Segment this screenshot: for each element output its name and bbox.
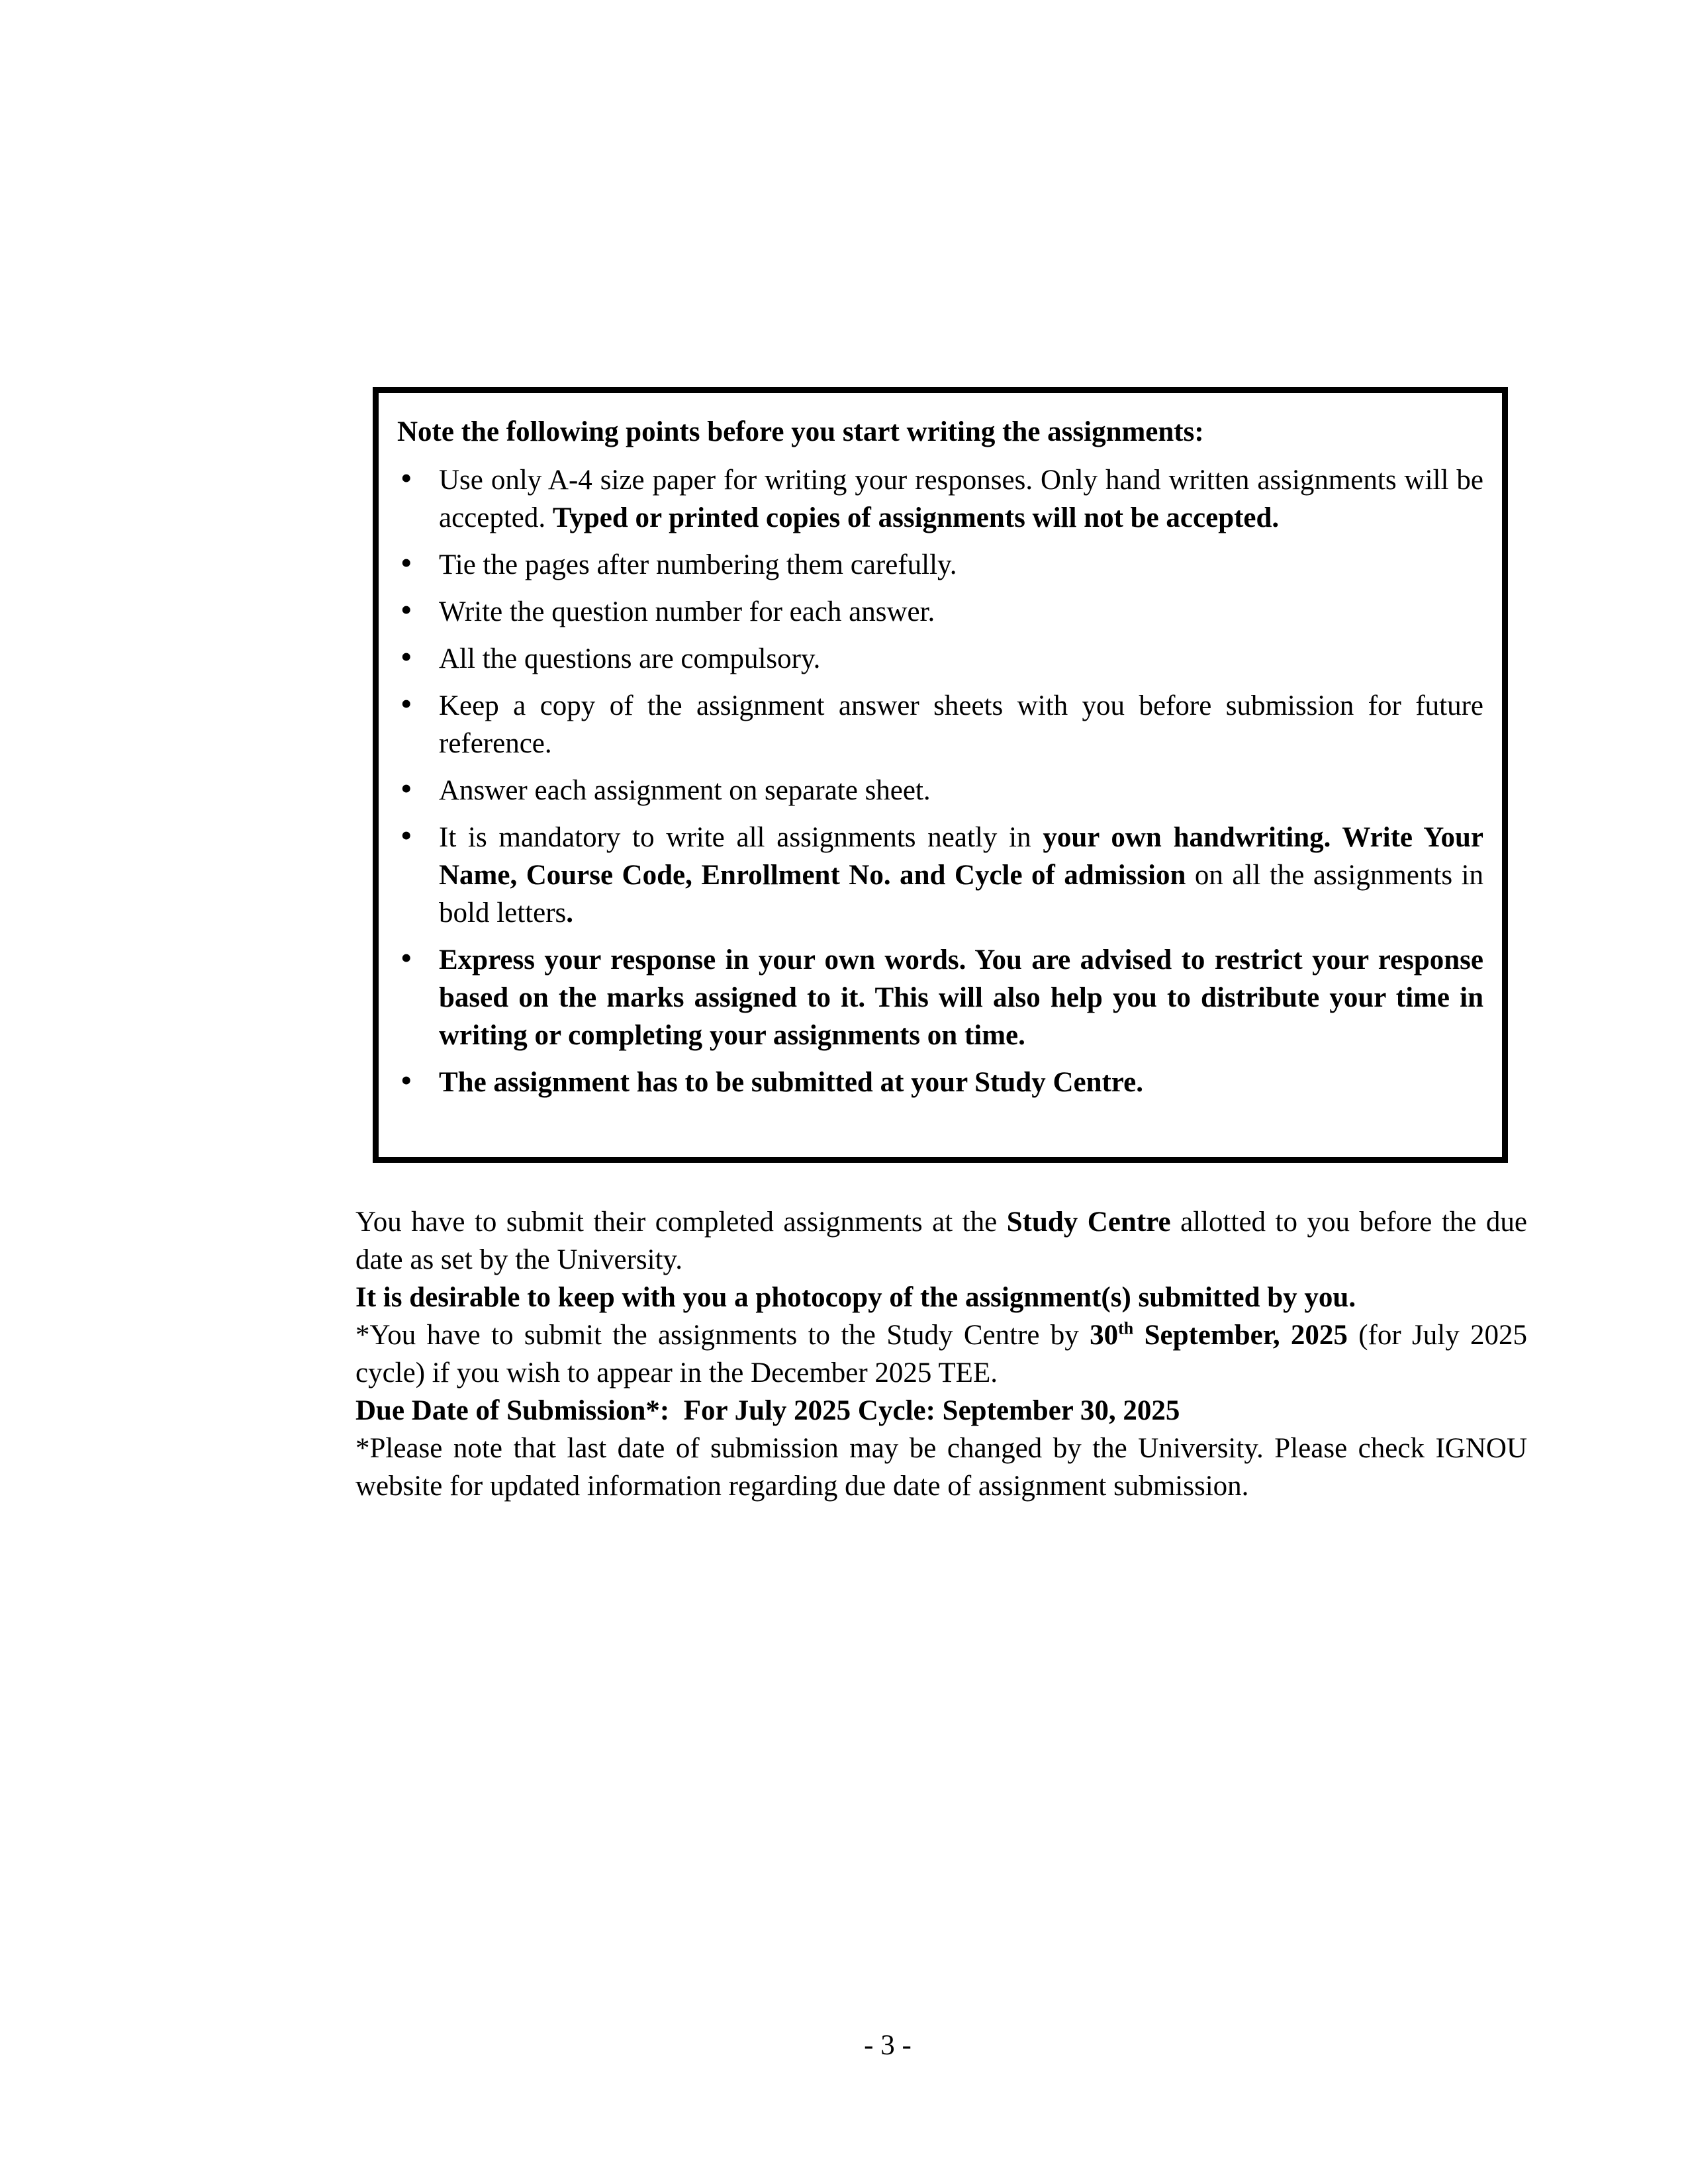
- paragraph-text: allotted to you before the due date as set by the University.: [355, 1206, 1527, 1275]
- bullet-item-own-words: [397, 941, 1483, 1054]
- paragraph-due-date: [355, 1392, 1527, 1430]
- bullet-text: Use only A-4 size paper for writing your responses. Only hand written assignments will be accepted.: [439, 465, 1483, 533]
- paragraph-text-bold: September, 2025: [1133, 1320, 1348, 1351]
- bullet-item-keep-copy: [397, 687, 1483, 762]
- bullet-item-question-number: [397, 593, 1483, 631]
- bullet-item-tie-pages: [397, 546, 1483, 584]
- bullet-text: Write the question number for each answer.: [439, 596, 935, 627]
- paragraph-text: *You have to submit the assignments to the Study Centre by: [355, 1320, 1090, 1351]
- bullet-text: Answer each assignment on separate sheet.: [439, 775, 931, 806]
- paragraph-text-bold: Study Centre: [1006, 1206, 1171, 1238]
- paragraph-text-bold: 30: [1090, 1320, 1119, 1351]
- bullet-item-handwriting: [397, 819, 1483, 932]
- bullet-text-bold: Typed or printed copies of assignments will not be accepted.: [552, 502, 1280, 533]
- bullet-text: Tie the pages after numbering them carefully.: [439, 549, 957, 580]
- bullet-text-bold: your own handwriting. Write Your Name, Course Code, Enrollment No. and Cycle of admission: [439, 822, 1483, 891]
- bullet-item-paper-size: [397, 461, 1483, 537]
- bullet-item-compulsory: [397, 640, 1483, 678]
- page-number: - 3 -: [864, 2030, 912, 2061]
- paragraph-photocopy: [355, 1279, 1527, 1316]
- bullet-text: All the questions are compulsory.: [439, 643, 821, 674]
- bullet-text: on all the assignments in bold letters: [439, 860, 1484, 929]
- superscript-th: th: [1118, 1318, 1134, 1338]
- paragraph-submit-study-centre: [355, 1203, 1527, 1279]
- bullet-text-bold: The assignment has to be submitted at your Study Centre.: [439, 1067, 1143, 1098]
- bullet-item-study-centre: [397, 1064, 1483, 1101]
- bullet-text-bold: .: [566, 897, 574, 929]
- instructions-bullet-list: [397, 461, 1483, 1101]
- note-box-title: Note the following points before you start writing the assignments:: [397, 416, 1204, 447]
- instructions-note-box: [373, 387, 1508, 1163]
- bullet-text: Keep a copy of the assignment answer sheets with you before submission for future reference.: [439, 690, 1483, 759]
- bullet-text: It is mandatory to write all assignments neatly in: [439, 822, 1043, 853]
- paragraph-text: (for July 2025 cycle) if you wish to appear in the December 2025 TEE.: [355, 1320, 1528, 1388]
- bullet-item-separate-sheet: [397, 772, 1483, 809]
- paragraph-date-change-note: [355, 1430, 1527, 1505]
- paragraph-submission-deadline: [355, 1316, 1527, 1392]
- paragraph-text-bold: It is desirable to keep with you a photocopy of the assignment(s) submitted by you.: [355, 1282, 1356, 1313]
- paragraph-text: You have to submit their completed assignments at the: [355, 1206, 1007, 1238]
- due-date-text: Due Date of Submission*: For July 2025 Cycle: September 30, 2025: [355, 1395, 1180, 1426]
- body-text-block: [355, 1203, 1527, 1505]
- bullet-text-bold: Express your response in your own words. You are advised to restrict your response based on the marks assigned to it. This will also help you to distribute your time in writing or completing your assignments on time.: [439, 944, 1483, 1051]
- paragraph-text: *Please note that last date of submission may be changed by the University. Please check IGNOU website for updated information regarding due date of assignment submission.: [355, 1433, 1527, 1502]
